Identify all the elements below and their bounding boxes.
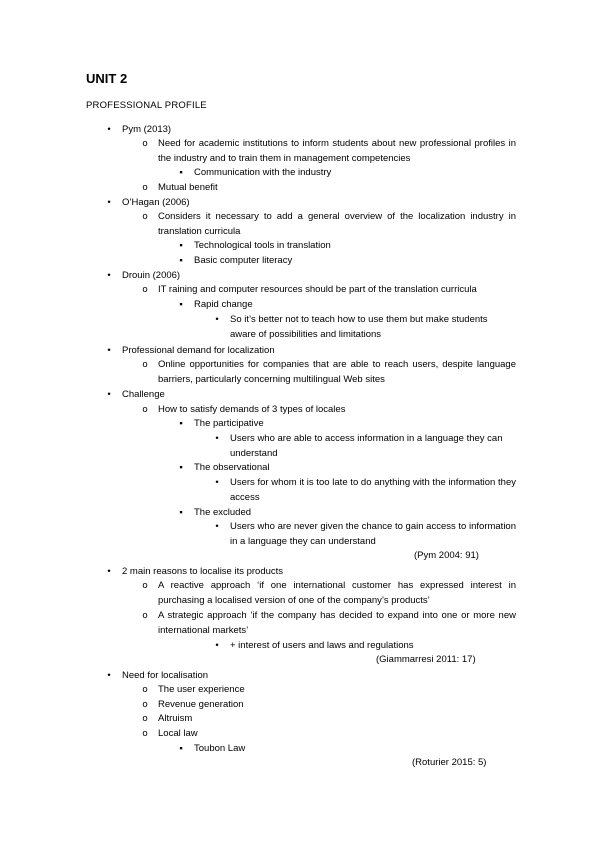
list-item (140, 698, 516, 713)
bullet-marker: • (107, 197, 111, 208)
list-item-text: + interest of users and laws and regulations (230, 640, 414, 651)
bullet-marker: ▪ (179, 299, 183, 310)
bullet-marker: o (142, 699, 148, 710)
bullet-marker: • (107, 389, 111, 400)
list-item-text: Rapid change (194, 299, 253, 310)
list-item-text: Professional demand for localization (122, 345, 275, 356)
list-item-text: Altruism (158, 713, 193, 724)
bullet-marker: ▪ (179, 507, 183, 518)
list-item-text: Technological tools in translation (194, 240, 331, 251)
list-item (104, 123, 514, 138)
list-item (176, 298, 516, 313)
list-item-text: Users who are able to access information in a language they can understand (230, 433, 503, 459)
bullet-marker: • (107, 270, 111, 281)
list-item (176, 254, 516, 269)
list-item-text: A reactive approach ‘if one international customer has expressed interest in purchasing a localised version of one of the company’s products’ (158, 580, 516, 606)
bullet-marker: ▪ (179, 167, 183, 178)
list-item (176, 239, 516, 254)
bullet-marker: o (142, 182, 148, 193)
list-item-text: Users for whom it is too late to do anything with the information they access (230, 477, 516, 503)
bullet-marker: • (215, 640, 219, 651)
bullet-marker: o (142, 684, 148, 695)
bullet-marker: • (215, 521, 219, 532)
bullet-marker: ▪ (179, 462, 183, 473)
list-item-text: Online opportunities for companies that are able to reach users, despite language barriers, particularly concerning multilingual Web sites (158, 359, 516, 385)
list-item-text: A strategic approach ‘if the company has decided to expand into one or more new international markets’ (158, 610, 516, 636)
bullet-marker: • (107, 670, 111, 681)
list-item (140, 712, 516, 727)
list-item (212, 639, 516, 654)
list-item (140, 210, 516, 239)
list-item-text: Users who are never given the chance to gain access to information in a language they can understand (230, 521, 516, 547)
list-item-text: Considers it necessary to add a general overview of the localization industry in translation curricula (158, 211, 516, 237)
list-item (140, 727, 516, 742)
list-item-text: The excluded (194, 507, 252, 518)
list-item (140, 181, 516, 196)
list-item-text: The participative (194, 418, 264, 429)
list-item (104, 669, 514, 684)
list-item (212, 520, 516, 549)
list-item-text: Drouin (2006) (122, 270, 181, 281)
list-item (140, 609, 516, 638)
list-item-text: Mutual benefit (158, 182, 218, 193)
citation: (Giammarresi 2011: 17) (376, 654, 476, 665)
list-item (104, 269, 514, 284)
list-item-text: So it’s better not to teach how to use them but make students aware of possibilities and limitations (230, 314, 488, 340)
list-item (104, 565, 514, 580)
bullet-marker: • (107, 566, 111, 577)
bullet-marker: o (142, 728, 148, 739)
bullet-marker: • (215, 477, 219, 488)
list-item (176, 461, 516, 476)
list-item-text: The observational (194, 462, 270, 473)
list-item-text: Need for academic institutions to inform students about new professional profiles in the industry and to train them in management competencies (158, 138, 516, 164)
list-item (140, 683, 516, 698)
bullet-marker: o (142, 211, 148, 222)
bullet-marker: • (107, 345, 111, 356)
list-item-text: O’Hagan (2006) (122, 197, 190, 208)
list-item-text: 2 main reasons to localise its products (122, 566, 284, 577)
list-item-text: Revenue generation (158, 699, 244, 710)
list-item (176, 417, 516, 432)
list-item (104, 388, 514, 403)
bullet-marker: ▪ (179, 240, 183, 251)
list-item-text: How to satisfy demands of 3 types of locales (158, 404, 346, 415)
list-item (212, 476, 516, 505)
list-item (212, 313, 516, 342)
bullet-marker: ▪ (179, 743, 183, 754)
bullet-marker: • (107, 124, 111, 135)
bullet-marker: o (142, 610, 148, 621)
list-item (176, 506, 516, 521)
bullet-marker: o (142, 713, 148, 724)
list-item-text: Pym (2013) (122, 124, 172, 135)
list-item-text: Toubon Law (194, 743, 246, 754)
bullet-marker: o (142, 404, 148, 415)
list-item-text: Need for localisation (122, 670, 209, 681)
list-item (104, 196, 514, 211)
list-item-text: Communication with the industry (194, 167, 332, 178)
list-item-text: Local law (158, 728, 198, 739)
bullet-marker: o (142, 359, 148, 370)
bullet-marker: • (215, 314, 219, 325)
list-item (104, 344, 514, 359)
list-item (140, 137, 516, 166)
list-item (140, 403, 516, 418)
bullet-marker: o (142, 284, 148, 295)
bullet-marker: o (142, 580, 148, 591)
list-item (140, 358, 516, 387)
bullet-marker: ▪ (179, 418, 183, 429)
list-item (176, 166, 516, 181)
list-item (176, 742, 516, 757)
section-subtitle: PROFESSIONAL PROFILE (86, 100, 207, 111)
bullet-marker: ▪ (179, 255, 183, 266)
bullet-marker: • (215, 433, 219, 444)
bullet-marker: o (142, 138, 148, 149)
list-item-text: IT raining and computer resources should be part of the translation curricula (158, 284, 477, 295)
list-item-text: The user experience (158, 684, 245, 695)
citation: (Roturier 2015: 5) (412, 757, 487, 768)
list-item (140, 579, 516, 608)
list-item-text: Basic computer literacy (194, 255, 293, 266)
unit-title: UNIT 2 (86, 71, 128, 86)
list-item (140, 283, 516, 298)
citation: (Pym 2004: 91) (414, 550, 479, 561)
list-item (212, 432, 516, 461)
list-item-text: Challenge (122, 389, 165, 400)
